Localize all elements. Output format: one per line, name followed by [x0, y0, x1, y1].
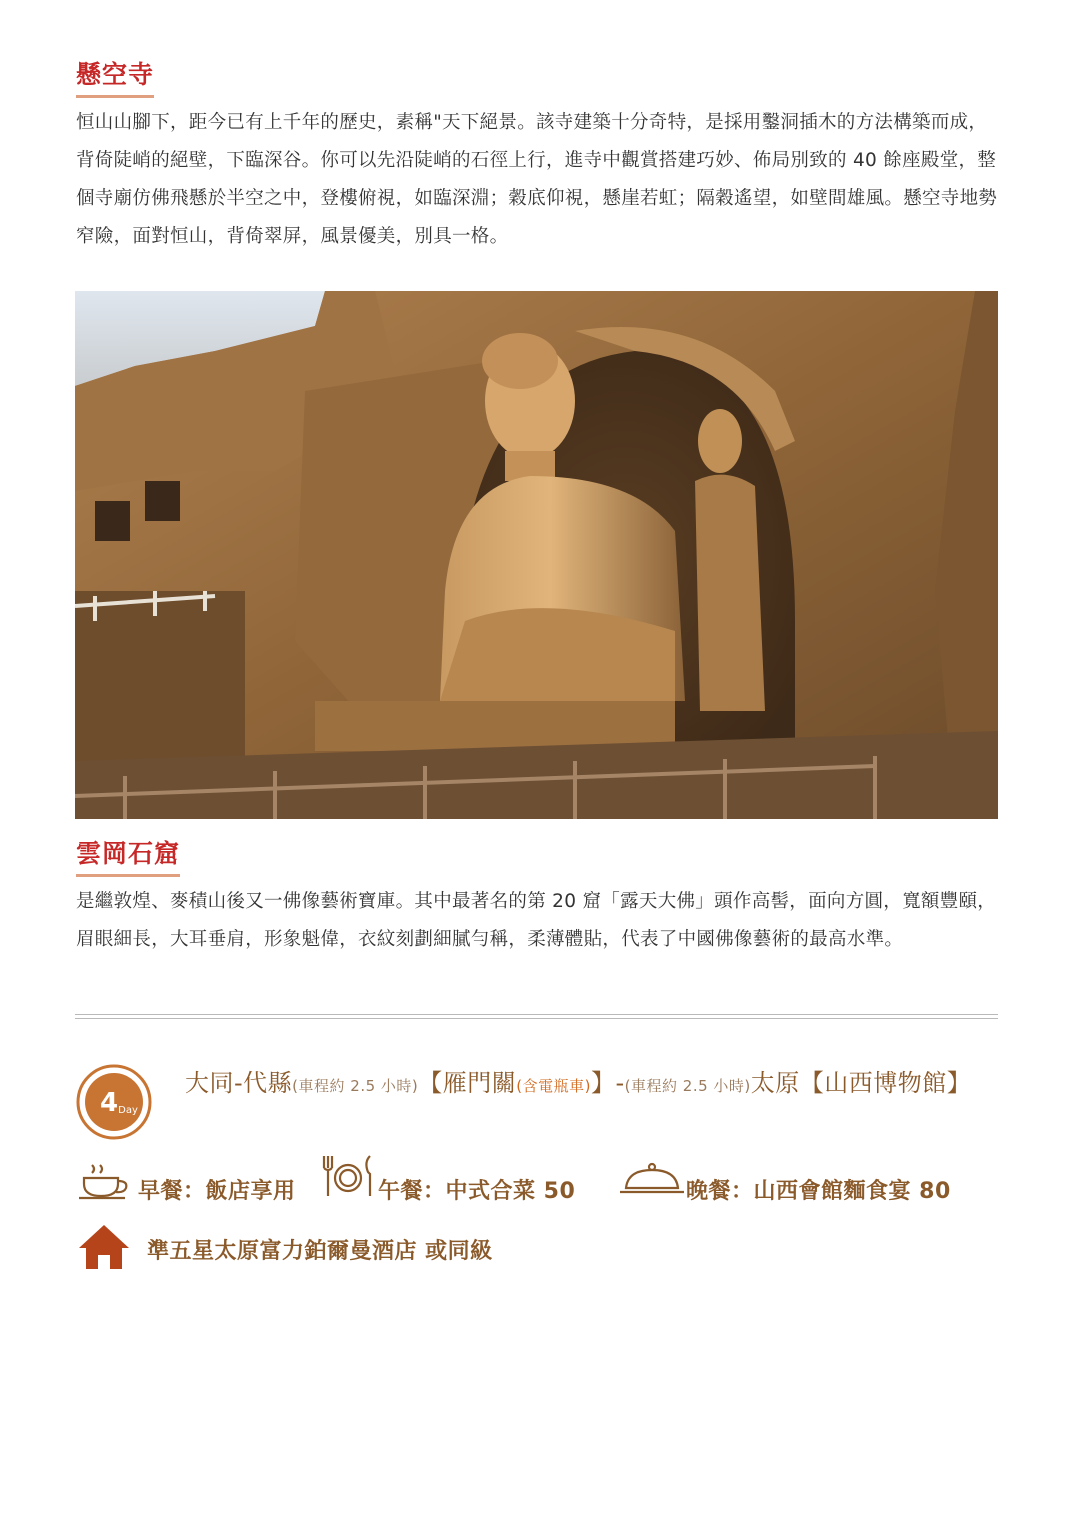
- spot-note: (含電瓶車): [516, 1077, 591, 1095]
- day-number: 4: [99, 1088, 119, 1118]
- spot-close: 】-: [591, 1069, 625, 1097]
- section-title: 雲岡石窟: [76, 834, 180, 877]
- breakfast-text: 早餐：飯店享用: [138, 1179, 296, 1204]
- house-icon: [78, 1224, 130, 1274]
- section-yungang-grottoes: [76, 834, 998, 959]
- plate-cutlery-icon: [320, 1152, 376, 1204]
- drive-time-2: (車程約 2.5 小時): [624, 1077, 751, 1095]
- yungang-buddha-photo: [75, 291, 998, 819]
- hotel-text: 準五星太原富力鉑爾曼酒店 或同級: [147, 1239, 493, 1264]
- route-start: 大同-代縣: [185, 1069, 293, 1097]
- dinner-text: 晚餐：山西會館麵食宴 80: [686, 1179, 951, 1204]
- drive-time-1: (車程約 2.5 小時): [292, 1077, 419, 1095]
- divider: [75, 1014, 998, 1019]
- lunch-text: 午餐：中式合菜 50: [378, 1179, 576, 1204]
- section-title: 懸空寺: [76, 55, 154, 98]
- route-end: 太原【山西博物館】: [750, 1069, 972, 1097]
- section-body: 是繼敦煌、麥積山後又一佛像藝術寶庫。其中最著名的第 20 窟「露天大佛」頭作高髻，面向方圓，寬額豐頤，眉眼細長，大耳垂肩，形象魁偉，衣紋刻劃細膩勻稱，柔薄體貼，代表了中國佛像藝術的最高水準。: [76, 891, 997, 950]
- day-badge: [75, 1063, 153, 1141]
- cloche-icon: [618, 1162, 686, 1200]
- section-body: 恒山山腳下，距今已有上千年的歷史，素稱"天下絕景。該寺建築十分奇特，是採用鑿洞插木的方法構築而成，背倚陡峭的絕壁，下臨深谷。你可以先沿陡峭的石徑上行，進寺中觀賞搭建巧妙、佈局別致的 40 餘座殿堂，整個寺廟仿佛飛懸於半空之中，登樓俯視，如臨深淵；穀底仰視，懸崖若虹；隔穀遙望，如壁間雄風。懸空寺地勢窄險，面對恒山，背倚翠屏，風景優美，別具一格。: [76, 112, 998, 247]
- section-xuankong-temple: [76, 55, 998, 256]
- spot-open: 【雁門關: [418, 1069, 517, 1097]
- coffee-cup-icon: [78, 1162, 132, 1206]
- meals-row: [78, 1152, 1008, 1202]
- day-label: Day: [118, 1105, 138, 1116]
- day-route: [185, 1062, 1000, 1107]
